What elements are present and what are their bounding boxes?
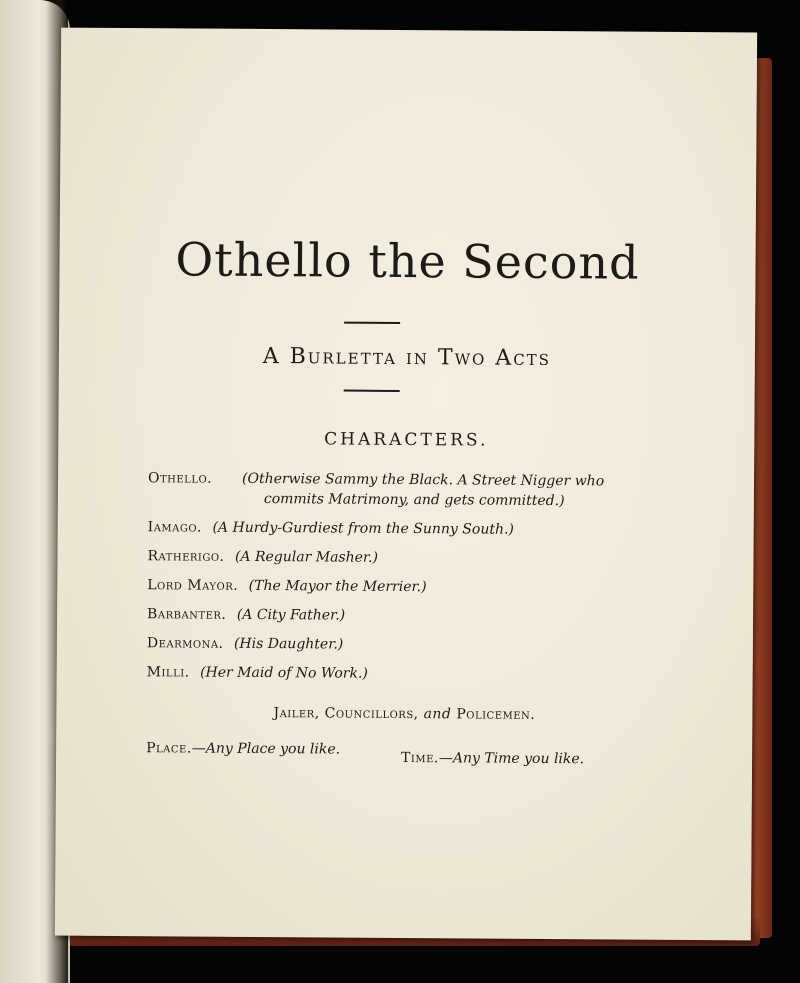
cast-description: (Her Maid of No Work.) <box>200 664 368 682</box>
time-label: Time. <box>401 749 439 767</box>
extras-conjunction: and <box>423 706 452 723</box>
cast-description: (His Daughter.) <box>233 635 344 653</box>
cast-name: Iamago. <box>147 519 203 536</box>
extras-part-1: Jailer, Councillors, <box>273 705 419 723</box>
cast-name: Lord Mayor. <box>147 577 239 594</box>
cast-description: (Otherwise Sammy the Black. A Street Nigger who <box>241 470 605 490</box>
cast-name: Ratherigo. <box>147 548 225 565</box>
cast-description: commits Matrimony, and gets committed.) <box>263 491 565 510</box>
cast-item <box>148 517 618 540</box>
divider-rule <box>344 322 400 324</box>
cast-description: (A Regular Masher.) <box>234 548 379 566</box>
place-value: —Any Place you like. <box>191 740 341 758</box>
page-title: Othello the Second <box>175 232 640 290</box>
cast-description: (The Mayor the Merrier.) <box>248 577 427 596</box>
cast-item <box>147 604 617 627</box>
cast-name: Othello. <box>147 470 213 487</box>
cast-description: (A City Father.) <box>236 606 346 624</box>
divider-rule <box>344 390 400 392</box>
extras-line <box>56 704 752 725</box>
extras-part-2: Policemen. <box>456 706 536 723</box>
cast-description: (A Hurdy-Gurdiest from the Sunny South.) <box>212 519 514 538</box>
time-line <box>401 750 584 767</box>
cast-item <box>147 662 617 685</box>
cast-list <box>147 468 619 694</box>
place-line <box>146 740 340 757</box>
time-value: —Any Time you like. <box>438 750 585 768</box>
place-label: Place. <box>146 740 192 757</box>
page-subtitle: A Burletta in Two Acts <box>262 343 552 372</box>
title-page <box>55 28 757 941</box>
cast-name: Milli. <box>146 664 190 681</box>
cast-item <box>147 575 617 598</box>
characters-heading: CHARACTERS. <box>324 429 489 451</box>
cast-item <box>148 468 618 511</box>
cast-name: Dearmona. <box>146 635 224 652</box>
cast-item <box>147 546 617 569</box>
cast-item <box>147 633 617 656</box>
cast-name: Barbanter. <box>147 606 227 623</box>
